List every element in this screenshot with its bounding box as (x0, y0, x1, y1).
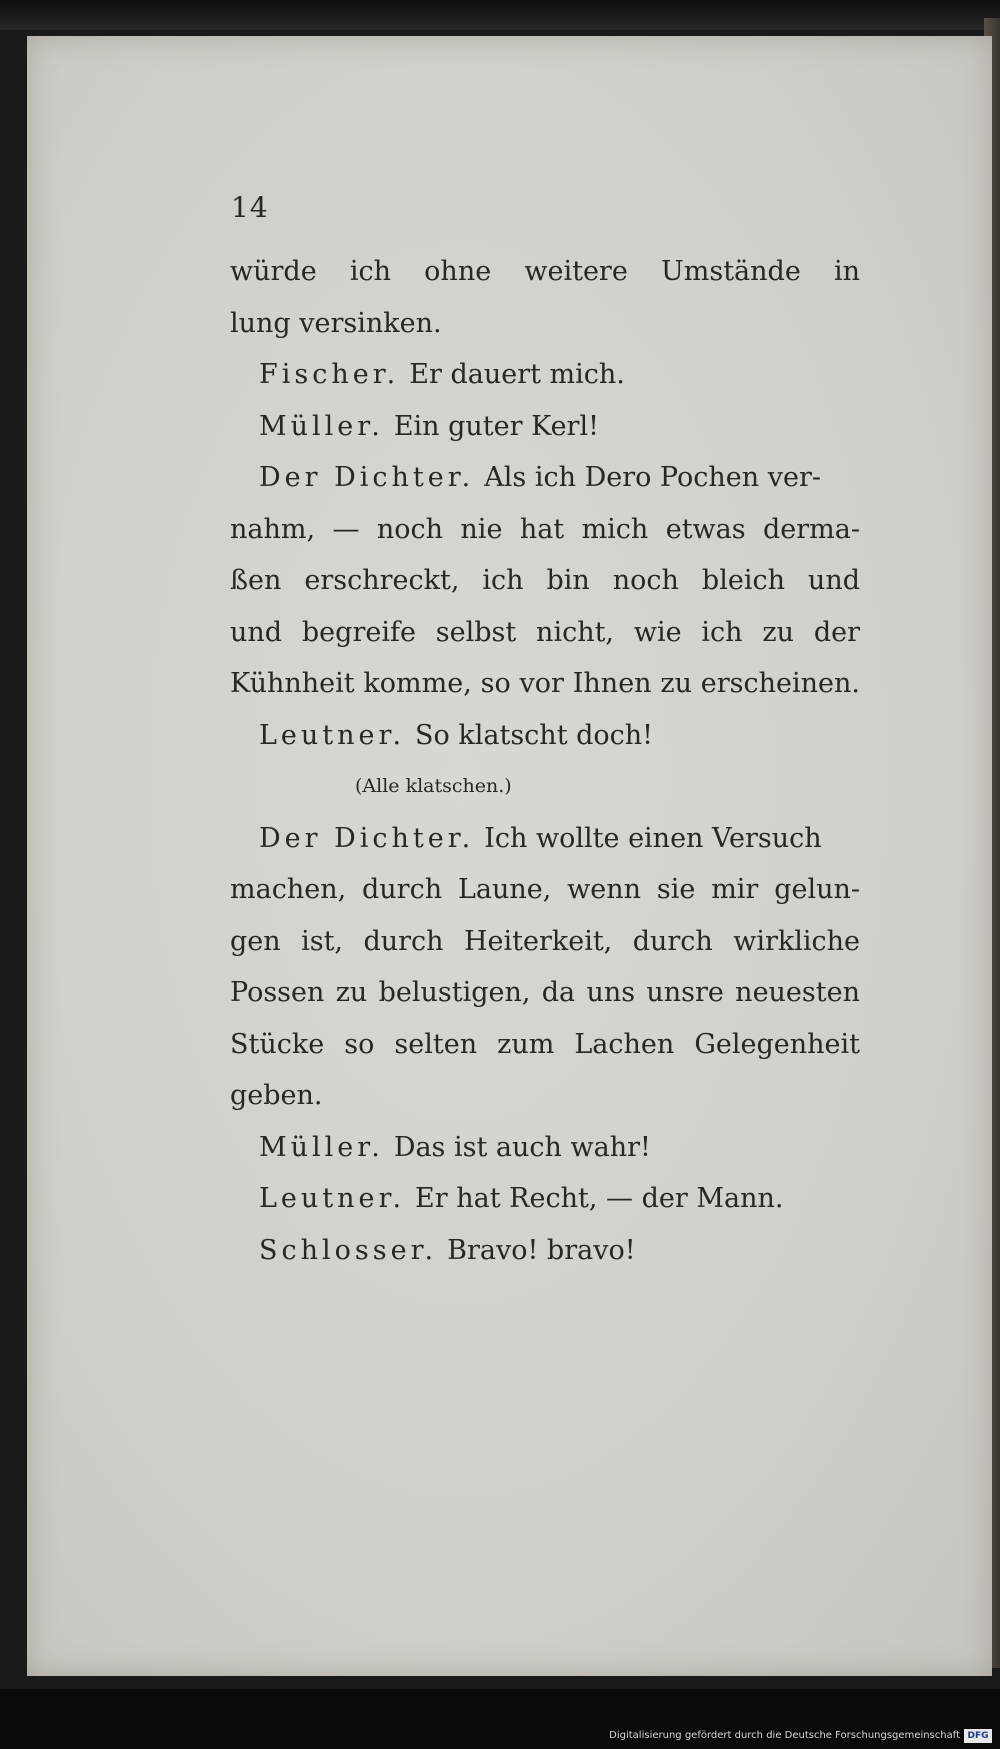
speaker-name: Der Dichter. (259, 822, 475, 854)
text-line: nahm, — noch nie hat mich etwas derma- (230, 513, 860, 545)
speaker-name: Müller. (259, 1131, 384, 1163)
text-line: Kühnheit komme, so vor Ihnen zu erscheinen. (230, 668, 860, 699)
speaker-name: Fischer. (259, 359, 400, 390)
book-page (27, 36, 992, 1676)
text-line: würde ich ohne weitere Umstände in (230, 256, 860, 287)
speech-line (230, 710, 860, 762)
speech-line (230, 813, 860, 865)
text-line: und begreife selbst nicht, wie ich zu der (230, 616, 860, 648)
funding-credit: Digitalisierung gefördert durch die Deutsche Forschungsgemeinschaft (609, 1730, 960, 1741)
speech-line (230, 401, 860, 453)
speaker-name: Schlosser. (259, 1234, 438, 1266)
speech-text: Er hat Recht, — der Mann. (415, 1183, 784, 1214)
speaker-name: Leutner. (259, 719, 406, 751)
text-line: Possen zu belustigen, da uns unsre neuesten (230, 977, 860, 1008)
speech-text: Ein guter Kerl! (393, 410, 599, 442)
footer-bar (0, 1689, 1000, 1749)
stage-direction: (Alle klatschen.) (355, 775, 512, 797)
text-line: lung versinken. (230, 307, 442, 339)
speech-text: Als ich Dero Pochen ver- (484, 462, 821, 493)
speaker-name: Leutner. (259, 1183, 406, 1214)
speech-text: Das ist auch wahr! (393, 1131, 651, 1163)
speech-line (230, 349, 860, 401)
scan-edge-top (0, 0, 1000, 30)
text-line: gen ist, durch Heiterkeit, durch wirkliche (230, 925, 860, 957)
text-line: machen, durch Laune, wenn sie mir gelun- (230, 874, 860, 905)
text-line: Stücke so selten zum Lachen Gelegenheit (230, 1028, 860, 1060)
page-number: 14 (231, 191, 269, 224)
speech-line (230, 1122, 860, 1174)
speech-text: Bravo! bravo! (447, 1234, 636, 1266)
text-block (230, 246, 860, 1276)
speech-text: Ich wollte einen Versuch (484, 822, 822, 854)
speaker-name: Der Dichter. (259, 462, 475, 493)
dfg-logo: DFG (964, 1729, 992, 1743)
speech-line (230, 1173, 860, 1225)
speech-text: Er dauert mich. (409, 359, 625, 390)
speech-line (230, 1225, 860, 1277)
speaker-name: Müller. (259, 410, 384, 442)
text-line: geben. (230, 1080, 323, 1111)
speech-text: So klatscht doch! (415, 719, 654, 751)
speech-line (230, 452, 860, 504)
text-line: ßen erschreckt, ich bin noch bleich und (230, 565, 860, 596)
